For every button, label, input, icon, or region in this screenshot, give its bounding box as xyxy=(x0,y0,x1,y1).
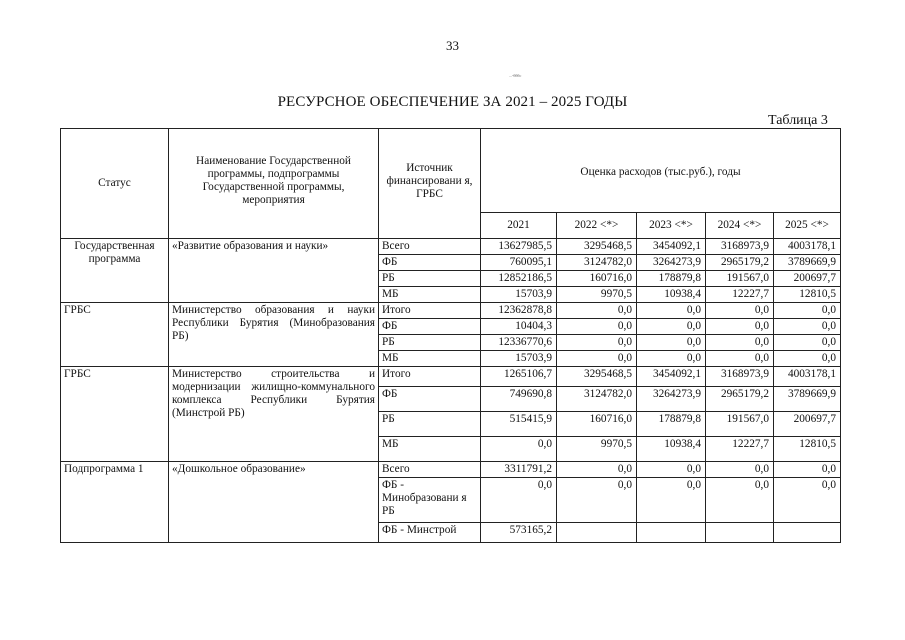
header-year: 2025 <*> xyxy=(774,213,841,239)
value-cell: 3789669,9 xyxy=(774,255,841,271)
value-cell: 200697,7 xyxy=(774,271,841,287)
value-cell: 1265106,7 xyxy=(481,367,557,387)
tiny-mark: ...-бббс xyxy=(509,73,522,78)
value-cell: 3264273,9 xyxy=(637,255,706,271)
value-cell: 0,0 xyxy=(706,351,774,367)
value-cell: 0,0 xyxy=(706,319,774,335)
value-cell: 4003178,1 xyxy=(774,367,841,387)
value-cell: 0,0 xyxy=(557,319,637,335)
table-row xyxy=(61,367,841,387)
value-cell: 12810,5 xyxy=(774,287,841,303)
source-cell: Всего xyxy=(379,462,481,478)
name-cell: Министерство образования и науки Республики Бурятия (Минобразования РБ) xyxy=(169,303,379,367)
value-cell: 0,0 xyxy=(637,462,706,478)
value-cell: 0,0 xyxy=(706,303,774,319)
table-row xyxy=(61,239,841,255)
value-cell: 3168973,9 xyxy=(706,239,774,255)
name-cell: «Дошкольное образование» xyxy=(169,462,379,543)
header-source: Источник финансировани я, ГРБС xyxy=(379,129,481,239)
value-cell: 3124782,0 xyxy=(557,255,637,271)
value-cell: 10938,4 xyxy=(637,287,706,303)
value-cell: 0,0 xyxy=(557,351,637,367)
value-cell: 191567,0 xyxy=(706,412,774,437)
value-cell: 12227,7 xyxy=(706,287,774,303)
header-expense-estimate: Оценка расходов (тыс.руб.), годы xyxy=(481,129,841,213)
value-cell: 0,0 xyxy=(557,335,637,351)
value-cell: 10404,3 xyxy=(481,319,557,335)
value-cell: 0,0 xyxy=(774,319,841,335)
source-cell: МБ xyxy=(379,287,481,303)
table-caption: Таблица 3 xyxy=(768,113,828,128)
value-cell: 0,0 xyxy=(481,478,557,523)
value-cell: 0,0 xyxy=(557,303,637,319)
header-year: 2024 <*> xyxy=(706,213,774,239)
value-cell: 2965179,2 xyxy=(706,387,774,412)
value-cell: 0,0 xyxy=(637,351,706,367)
header-name: Наименование Государственной программы, подпрограммы Государственной программы, мероприятия xyxy=(169,129,379,239)
value-cell: 0,0 xyxy=(774,335,841,351)
value-cell: 0,0 xyxy=(706,462,774,478)
resource-table xyxy=(60,128,841,543)
status-cell: ГРБС xyxy=(61,303,169,367)
value-cell: 4003178,1 xyxy=(774,239,841,255)
value-cell: 0,0 xyxy=(774,351,841,367)
value-cell: 178879,8 xyxy=(637,271,706,287)
value-cell: 15703,9 xyxy=(481,351,557,367)
value-cell: 3295468,5 xyxy=(557,239,637,255)
header-status: Статус xyxy=(61,129,169,239)
header-year: 2023 <*> xyxy=(637,213,706,239)
source-cell: РБ xyxy=(379,412,481,437)
header-year: 2022 <*> xyxy=(557,213,637,239)
value-cell: 12852186,5 xyxy=(481,271,557,287)
source-cell: МБ xyxy=(379,351,481,367)
document-title: РЕСУРСНОЕ ОБЕСПЕЧЕНИЕ ЗА 2021 – 2025 ГОДЫ xyxy=(277,94,628,110)
value-cell xyxy=(637,523,706,543)
source-cell: РБ xyxy=(379,271,481,287)
status-cell: ГРБС xyxy=(61,367,169,462)
value-cell: 3311791,2 xyxy=(481,462,557,478)
value-cell: 3264273,9 xyxy=(637,387,706,412)
source-cell: РБ xyxy=(379,335,481,351)
source-cell: ФБ xyxy=(379,255,481,271)
status-cell: Подпрограмма 1 xyxy=(61,462,169,543)
value-cell xyxy=(706,523,774,543)
value-cell: 178879,8 xyxy=(637,412,706,437)
value-cell: 3295468,5 xyxy=(557,367,637,387)
source-cell: Итого xyxy=(379,367,481,387)
value-cell: 12810,5 xyxy=(774,437,841,462)
value-cell: 0,0 xyxy=(774,478,841,523)
value-cell: 0,0 xyxy=(637,319,706,335)
value-cell: 200697,7 xyxy=(774,412,841,437)
page-number: 33 xyxy=(446,38,459,53)
value-cell: 10938,4 xyxy=(637,437,706,462)
value-cell: 0,0 xyxy=(774,303,841,319)
value-cell: 0,0 xyxy=(637,478,706,523)
table-row xyxy=(61,462,841,478)
value-cell: 12336770,6 xyxy=(481,335,557,351)
source-cell: ФБ xyxy=(379,387,481,412)
value-cell: 0,0 xyxy=(706,335,774,351)
value-cell: 12362878,8 xyxy=(481,303,557,319)
value-cell: 749690,8 xyxy=(481,387,557,412)
source-cell: МБ xyxy=(379,437,481,462)
value-cell: 9970,5 xyxy=(557,287,637,303)
status-cell: Государственная программа xyxy=(61,239,169,303)
value-cell: 515415,9 xyxy=(481,412,557,437)
source-cell: ФБ xyxy=(379,319,481,335)
value-cell: 0,0 xyxy=(706,478,774,523)
value-cell: 3454092,1 xyxy=(637,239,706,255)
value-cell: 3168973,9 xyxy=(706,367,774,387)
source-cell: Всего xyxy=(379,239,481,255)
header-row xyxy=(61,129,841,213)
value-cell xyxy=(557,523,637,543)
value-cell: 0,0 xyxy=(637,335,706,351)
value-cell: 9970,5 xyxy=(557,437,637,462)
value-cell: 2965179,2 xyxy=(706,255,774,271)
value-cell: 191567,0 xyxy=(706,271,774,287)
value-cell: 573165,2 xyxy=(481,523,557,543)
table-row xyxy=(61,303,841,319)
value-cell: 760095,1 xyxy=(481,255,557,271)
value-cell: 12227,7 xyxy=(706,437,774,462)
value-cell: 3454092,1 xyxy=(637,367,706,387)
value-cell: 0,0 xyxy=(481,437,557,462)
value-cell: 160716,0 xyxy=(557,412,637,437)
value-cell: 0,0 xyxy=(774,462,841,478)
value-cell: 0,0 xyxy=(637,303,706,319)
value-cell: 13627985,5 xyxy=(481,239,557,255)
value-cell: 0,0 xyxy=(557,478,637,523)
value-cell: 0,0 xyxy=(557,462,637,478)
name-cell: «Развитие образования и науки» xyxy=(169,239,379,303)
source-cell: Итого xyxy=(379,303,481,319)
source-cell: ФБ - Минстрой xyxy=(379,523,481,543)
source-cell: ФБ - Минобразовани я РБ xyxy=(379,478,481,523)
value-cell: 3124782,0 xyxy=(557,387,637,412)
value-cell xyxy=(774,523,841,543)
value-cell: 160716,0 xyxy=(557,271,637,287)
name-cell: Министерство строительства и модернизации жилищно-коммунального комплекса Республики Бурятия (Минстрой РБ) xyxy=(169,367,379,462)
header-year: 2021 xyxy=(481,213,557,239)
value-cell: 3789669,9 xyxy=(774,387,841,412)
value-cell: 15703,9 xyxy=(481,287,557,303)
